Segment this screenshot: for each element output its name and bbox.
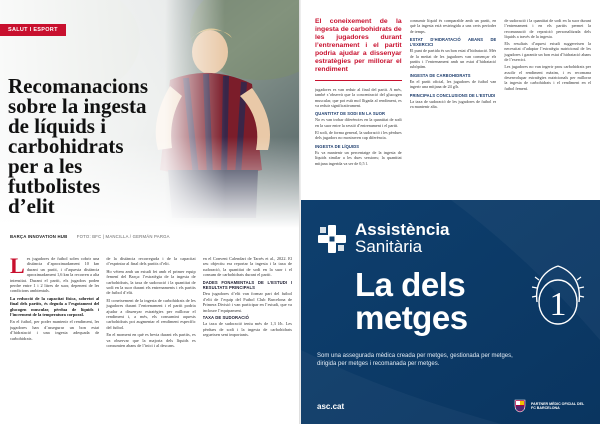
paragraph: El punt de partida és un bon estat d’hidratació. Més de la meitat de les jugadores van començar els partits i l’entrenament amb un estat d’hidratació subòptim. [409,48,497,70]
article-column-3 [504,18,591,198]
paragraph: Deu jugadores d’elit van formar part del futbol d’elit de l’equip del Futbol Club Barcelona de Primera Divisió i van participar en l’estudi, que va incloure l’equipament. [202,291,292,313]
dropcap: L [10,256,25,278]
paragraph: consumir líquid és comparable amb un partit, en què la ingesta està restringida a uns certs períodes de temps. [409,18,497,34]
subheading: DADES FONAMENTALS DE L’ESTUDI I RESULTATS PRINCIPALS [202,279,292,291]
paragraph: El sodi, de forma general, la sudoració i les pèrdues dels jugadors no mostraven cap diferència. [315,130,402,141]
brand-line: Assistència [355,220,450,239]
paragraph: es jugadores de futbol solen cobrir una distància d’aproximadament 10 km durant un partit, i d’aquesta distància aproximadament 1,6 km la recorren a alta intensitat. Durant el partit, els jugadors poden perdre entre 1 i 2 litres de suor, depenent de les condicions ambientals. [10,256,100,294]
highlight-paragraph: La reducció de la capacitat física, sobretot al final dels partits, és deguda a l’esgotament del glucogen muscular, pèrdua de líquids i l’increment de la temperatura corporal. [10,295,100,318]
headline-line: metges [355,299,468,336]
paragraph: En el partit oficial, les jugadores de futbol van ingerir una mitjana de 24 g/h. [409,78,497,90]
article-column-2 [410,18,497,198]
section-tag: SALUT I ESPORT [0,24,66,36]
brand-line: Sanitària [355,237,423,256]
paragraph: Els resultats d’aquest estudi suggereixen la necessitat d’adaptar l’estratègia nutricional de les jugadores i garantir un bon estat d’hidratació abans de l’exercici. [504,41,592,63]
paragraph: Ho vèiem amb un estudi fet amb el primer equip femení del Barça: l’estratègia de la ingesta de carbohidrats, la taxa de sudoració i la quantitat de sodi en la suor durant els entrenaments i els partits de futbol d’elit. [106,268,196,296]
subheading: TAXA DE SUDORACIÓ [202,315,250,321]
article-column-1 [315,18,402,198]
ad-copy: Som una assegurada mèdica creada per metges, gestionada per metges, dirigida per metges i recomanada per metges. [317,353,513,367]
paragraph: El coneixement de la ingesta de carbohidrats de les jugadores durant l’entrenament i el partit podria ajudar a dissenyar estratègies per millorar el rendiment i, a més, els consumint aquests carbohidrats pot augmentar el rendiment específic del futbol. [106,297,196,330]
headline-line: La dels [355,266,466,303]
title-line: carbohidrats [8,134,124,158]
paragraph: No es van trobar diferències en la quantitat de sodi en la suor entre la sessió d’entrenament i el partit. [315,117,402,128]
body-column-3 [203,256,292,418]
ad-brand [355,221,450,255]
title-line: de líquids i [8,114,107,138]
fcb-crest-icon [513,399,527,413]
body-column-2 [106,256,195,418]
paragraph: de la distància recorreguda i de la capacitat d’esprintar al final dels partits d’elit. [106,256,196,267]
paragraph: Es va mantenir un percentatge de la ingesta de líquids similar a les dues sessions; la quantitat mitjana ingerida va ser de 0,5 l. [315,149,402,166]
partner-text: PARTNER MÈDIC OFICIAL DEL FC BARCELONA [531,401,585,410]
subheading: INGESTA DE LÍQUIDS [315,143,360,149]
title-line: sobre la ingesta [8,94,147,118]
left-body [10,256,292,418]
subheading: INGESTA DE CARBOHIDRATS [409,72,471,78]
ad-url-link[interactable]: asc.cat [317,402,345,411]
article-title [8,76,188,216]
advertisement[interactable] [301,200,600,424]
medal-number: 1 [549,286,567,323]
title-line: Recomanacions [8,74,148,98]
photo-credit: FOTO: BFC | MANCILLA / GERMÁN PARGA [76,234,170,239]
medal-icon [529,262,587,336]
paragraph: En el moment en què es bevia durant els partits, es va observar que la majoria dels líquids es consumien abans de l’inici i al descans. [106,332,196,349]
title-line: per a les [8,154,83,178]
author-credit: BARÇA INNOVATION HUB [10,234,68,239]
paragraph: La taxa de sudoració de les jugadores de futbol es va mantenir alta. [409,98,497,110]
title-line: d’elit [8,194,55,218]
subheading: QUANTITAT DE SODI EN LA SUOR [315,111,386,117]
ad-footer [317,398,587,416]
paragraph: La taxa de sudoració teniu més de 1,3 l/h. Les pèrdues de sodi i la ingesta de carbohidrats segueixen sent importants. [202,321,292,338]
paragraph: jugadores es van reduir al final del partit. A més, també s’observà que la concentració del glucogen muscular, que pot està mol lligada al rendiment, es va reduir significativament. [315,87,402,108]
title-line: futbolistes [8,174,101,198]
right-page [301,0,600,424]
body-column-1 [10,256,99,418]
credit-row [10,234,170,239]
subheading: PRINCIPALS CONCLUSIONS DE L’ESTUDI [409,92,496,98]
right-article [315,18,591,198]
subheading: ESTAT D’HIDRATACIÓ ABANS DE L’EXERCICI [409,36,497,48]
asc-cross-logo-icon [317,224,347,254]
ad-headline [355,268,468,334]
paragraph: En el futbol, per poder mantenir el rendiment, les jugadores han d’assegurar un bon estat d’hidratació i una ingesta adequada de carbohidrats. [10,319,100,341]
paragraph: de sudoració i la quantitat de sodi en la suor durant l’entrenament i en els partits permet la recomanació de reposició personalitzada dels líquids a través de la ingesta. [504,18,592,39]
pull-quote: El coneixement de la ingesta de carbohidrats de les jugadores durant l’entrenament i el partit podria ajudar a dissenyar estratègies per millorar el rendiment [315,18,402,81]
partner-badge [513,399,587,413]
paragraph: en el Conveni Calendari de Tarrés et al., 2022. El seu objectiu era reportar la ingesta i la taxa de sudoració, la quantitat de sodi en la suor i el consum de carbohidrats durant el partit. [202,256,292,278]
paragraph: Les jugadores no van ingerir prou carbohidrats per assolir el rendiment màxim, i es recomana desenvolupar estratègies nutricionals per millorar la ingesta de carbohidrats i el rendiment en el futbol femení. [504,64,592,91]
